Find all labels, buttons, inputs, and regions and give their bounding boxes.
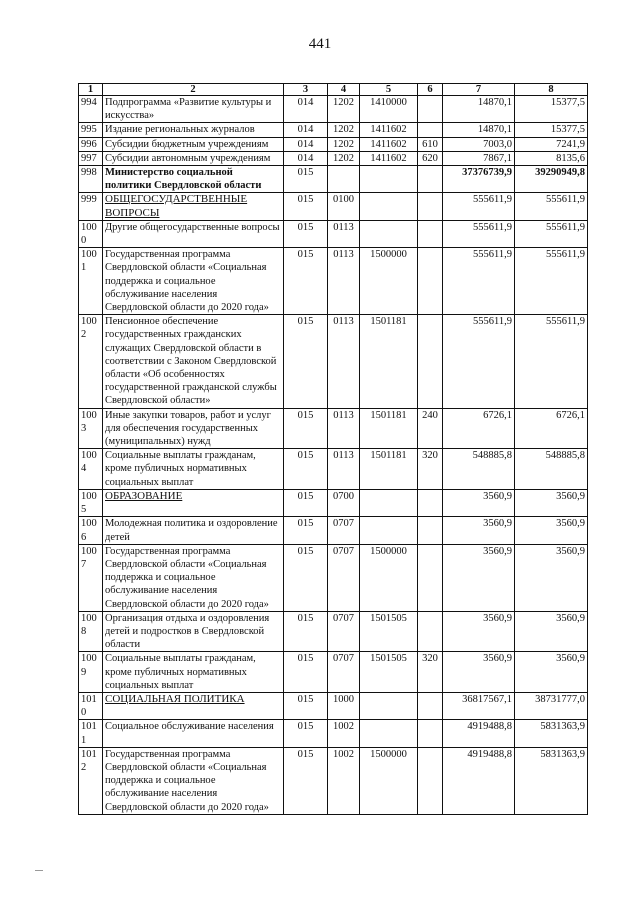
row-target-code	[360, 220, 418, 247]
row-target-code: 1500000	[360, 248, 418, 315]
row-target-code	[360, 489, 418, 516]
row-amount-2015: 3560,9	[443, 517, 515, 544]
header-col-3: 3	[284, 84, 328, 96]
table-row	[79, 96, 588, 123]
row-target-code: 1501505	[360, 652, 418, 693]
row-section-code: 0707	[328, 517, 360, 544]
row-number: 1001	[79, 248, 103, 315]
table-row	[79, 652, 588, 693]
row-amount-2016: 15377,5	[515, 96, 588, 123]
row-expense-type	[418, 720, 443, 747]
row-name: Субсидии бюджетным учреждениям	[103, 137, 284, 151]
row-expense-type: 320	[418, 449, 443, 490]
row-section-code: 1002	[328, 720, 360, 747]
row-amount-2015: 555611,9	[443, 248, 515, 315]
row-amount-2016: 548885,8	[515, 449, 588, 490]
row-section-code: 0113	[328, 449, 360, 490]
row-amount-2015: 3560,9	[443, 611, 515, 652]
margin-mark	[35, 870, 43, 871]
row-name: Социальные выплаты гражданам, кроме публичных нормативных социальных выплат	[103, 652, 284, 693]
row-amount-2015: 6726,1	[443, 408, 515, 449]
row-ministry-code: 015	[284, 544, 328, 611]
row-amount-2016: 555611,9	[515, 193, 588, 220]
row-target-code	[360, 166, 418, 193]
row-section-code: 0100	[328, 193, 360, 220]
table-row	[79, 517, 588, 544]
row-amount-2016: 5831363,9	[515, 720, 588, 747]
row-section-code: 1202	[328, 96, 360, 123]
row-expense-type	[418, 544, 443, 611]
page-number: 441	[308, 36, 332, 52]
row-number: 1011	[79, 720, 103, 747]
row-name: Издание региональных журналов	[103, 123, 284, 137]
row-name: ОБРАЗОВАНИЕ	[103, 489, 284, 516]
row-name: Организация отдыха и оздоровления детей и подростков в Свердловской области	[103, 611, 284, 652]
row-ministry-code: 015	[284, 611, 328, 652]
row-name: СОЦИАЛЬНАЯ ПОЛИТИКА	[103, 692, 284, 719]
row-amount-2015: 3560,9	[443, 652, 515, 693]
row-section-code: 0707	[328, 544, 360, 611]
row-expense-type	[418, 692, 443, 719]
header-col-8: 8	[515, 84, 588, 96]
row-amount-2015: 37376739,9	[443, 166, 515, 193]
row-amount-2016: 555611,9	[515, 220, 588, 247]
row-number: 1008	[79, 611, 103, 652]
table-row	[79, 220, 588, 247]
row-target-code: 1501181	[360, 315, 418, 408]
header-col-4: 4	[328, 84, 360, 96]
table-row	[79, 611, 588, 652]
table-row	[79, 449, 588, 490]
header-col-6: 6	[418, 84, 443, 96]
row-number: 994	[79, 96, 103, 123]
table-row	[79, 408, 588, 449]
row-ministry-code: 014	[284, 137, 328, 151]
row-section-code: 1202	[328, 137, 360, 151]
row-target-code: 1411602	[360, 137, 418, 151]
row-amount-2015: 36817567,1	[443, 692, 515, 719]
row-expense-type	[418, 517, 443, 544]
row-name: Социальные выплаты гражданам, кроме публичных нормативных социальных выплат	[103, 449, 284, 490]
row-number: 997	[79, 151, 103, 165]
row-expense-type	[418, 248, 443, 315]
row-amount-2015: 555611,9	[443, 193, 515, 220]
table-row	[79, 151, 588, 165]
row-ministry-code: 014	[284, 123, 328, 137]
row-expense-type	[418, 220, 443, 247]
row-expense-type: 610	[418, 137, 443, 151]
row-target-code: 1500000	[360, 544, 418, 611]
row-expense-type	[418, 193, 443, 220]
row-ministry-code: 015	[284, 720, 328, 747]
row-name: Государственная программа Свердловской области «Социальная поддержка и социальное обслуживание населения Свердловской области до 2020 года»	[103, 747, 284, 814]
row-target-code	[360, 720, 418, 747]
row-number: 1010	[79, 692, 103, 719]
row-amount-2016: 3560,9	[515, 652, 588, 693]
row-amount-2016: 6726,1	[515, 408, 588, 449]
row-number: 1007	[79, 544, 103, 611]
row-section-code	[328, 166, 360, 193]
table-row	[79, 747, 588, 814]
row-section-code: 0707	[328, 652, 360, 693]
row-amount-2015: 4919488,8	[443, 747, 515, 814]
row-expense-type: 240	[418, 408, 443, 449]
row-amount-2016: 555611,9	[515, 248, 588, 315]
row-ministry-code: 014	[284, 96, 328, 123]
row-number: 1005	[79, 489, 103, 516]
row-number: 1000	[79, 220, 103, 247]
row-section-code: 1000	[328, 692, 360, 719]
row-target-code	[360, 517, 418, 544]
row-section-code: 0113	[328, 315, 360, 408]
table-row	[79, 193, 588, 220]
row-amount-2015: 7867,1	[443, 151, 515, 165]
table-row	[79, 123, 588, 137]
row-ministry-code: 015	[284, 692, 328, 719]
row-expense-type	[418, 96, 443, 123]
row-target-code	[360, 193, 418, 220]
row-name: Другие общегосударственные вопросы	[103, 220, 284, 247]
row-number: 1002	[79, 315, 103, 408]
budget-table	[78, 83, 588, 815]
row-ministry-code: 014	[284, 151, 328, 165]
table-row	[79, 315, 588, 408]
row-ministry-code: 015	[284, 220, 328, 247]
header-col-5: 5	[360, 84, 418, 96]
row-amount-2015: 14870,1	[443, 96, 515, 123]
row-expense-type	[418, 166, 443, 193]
row-amount-2015: 3560,9	[443, 489, 515, 516]
row-amount-2016: 15377,5	[515, 123, 588, 137]
row-amount-2016: 555611,9	[515, 315, 588, 408]
row-amount-2016: 3560,9	[515, 544, 588, 611]
row-number: 996	[79, 137, 103, 151]
header-col-2: 2	[103, 84, 284, 96]
row-section-code: 1202	[328, 123, 360, 137]
row-amount-2016: 5831363,9	[515, 747, 588, 814]
row-ministry-code: 015	[284, 652, 328, 693]
row-target-code: 1411602	[360, 123, 418, 137]
row-amount-2016: 7241,9	[515, 137, 588, 151]
row-name: Пенсионное обеспечение государственных гражданских служащих Свердловской области в соответствии с Законом Свердловской области «Об особенностях государственной гражданской службы Свердловской области»	[103, 315, 284, 408]
row-amount-2016: 39290949,8	[515, 166, 588, 193]
row-number: 999	[79, 193, 103, 220]
row-section-code: 0113	[328, 248, 360, 315]
row-number: 1006	[79, 517, 103, 544]
row-number: 995	[79, 123, 103, 137]
row-target-code: 1501181	[360, 408, 418, 449]
table-row	[79, 166, 588, 193]
row-amount-2015: 555611,9	[443, 315, 515, 408]
row-amount-2015: 4919488,8	[443, 720, 515, 747]
row-ministry-code: 015	[284, 449, 328, 490]
row-name: Иные закупки товаров, работ и услуг для обеспечения государственных (муниципальных) нужд	[103, 408, 284, 449]
row-amount-2015: 555611,9	[443, 220, 515, 247]
row-number: 1003	[79, 408, 103, 449]
header-col-7: 7	[443, 84, 515, 96]
row-number: 1009	[79, 652, 103, 693]
row-number: 1012	[79, 747, 103, 814]
row-expense-type: 620	[418, 151, 443, 165]
row-ministry-code: 015	[284, 248, 328, 315]
row-name: ОБЩЕГОСУДАРСТВЕННЫЕ ВОПРОСЫ	[103, 193, 284, 220]
row-target-code: 1410000	[360, 96, 418, 123]
row-section-code: 0113	[328, 220, 360, 247]
row-ministry-code: 015	[284, 193, 328, 220]
row-name: Молодежная политика и оздоровление детей	[103, 517, 284, 544]
header-col-1: 1	[79, 84, 103, 96]
row-section-code: 1202	[328, 151, 360, 165]
row-target-code: 1501505	[360, 611, 418, 652]
row-expense-type: 320	[418, 652, 443, 693]
row-name: Субсидии автономным учреждениям	[103, 151, 284, 165]
row-ministry-code: 015	[284, 747, 328, 814]
row-expense-type	[418, 489, 443, 516]
row-section-code: 0707	[328, 611, 360, 652]
row-section-code: 0700	[328, 489, 360, 516]
row-section-code: 0113	[328, 408, 360, 449]
row-name: Социальное обслуживание населения	[103, 720, 284, 747]
row-ministry-code: 015	[284, 166, 328, 193]
row-name: Подпрограмма «Развитие культуры и искусства»	[103, 96, 284, 123]
row-ministry-code: 015	[284, 489, 328, 516]
row-target-code	[360, 692, 418, 719]
table-row	[79, 489, 588, 516]
table-row	[79, 720, 588, 747]
row-amount-2016: 8135,6	[515, 151, 588, 165]
row-section-code: 1002	[328, 747, 360, 814]
row-expense-type	[418, 315, 443, 408]
row-amount-2016: 3560,9	[515, 489, 588, 516]
row-ministry-code: 015	[284, 517, 328, 544]
table-row	[79, 544, 588, 611]
row-ministry-code: 015	[284, 315, 328, 408]
row-amount-2016: 38731777,0	[515, 692, 588, 719]
row-amount-2015: 7003,0	[443, 137, 515, 151]
header-row	[79, 84, 588, 96]
row-amount-2015: 14870,1	[443, 123, 515, 137]
row-target-code: 1501181	[360, 449, 418, 490]
table-row	[79, 692, 588, 719]
row-target-code: 1411602	[360, 151, 418, 165]
row-target-code: 1500000	[360, 747, 418, 814]
row-name: Государственная программа Свердловской области «Социальная поддержка и социальное обслуживание населения Свердловской области до 2020 года»	[103, 248, 284, 315]
row-number: 998	[79, 166, 103, 193]
row-amount-2015: 3560,9	[443, 544, 515, 611]
row-amount-2016: 3560,9	[515, 611, 588, 652]
row-expense-type	[418, 747, 443, 814]
row-ministry-code: 015	[284, 408, 328, 449]
row-expense-type	[418, 123, 443, 137]
row-expense-type	[418, 611, 443, 652]
table-row	[79, 248, 588, 315]
row-amount-2016: 3560,9	[515, 517, 588, 544]
row-name: Государственная программа Свердловской области «Социальная поддержка и социальное обслуживание населения Свердловской области до 2020 года»	[103, 544, 284, 611]
row-name: Министерство социальной политики Свердловской области	[103, 166, 284, 193]
row-number: 1004	[79, 449, 103, 490]
row-amount-2015: 548885,8	[443, 449, 515, 490]
table-row	[79, 137, 588, 151]
